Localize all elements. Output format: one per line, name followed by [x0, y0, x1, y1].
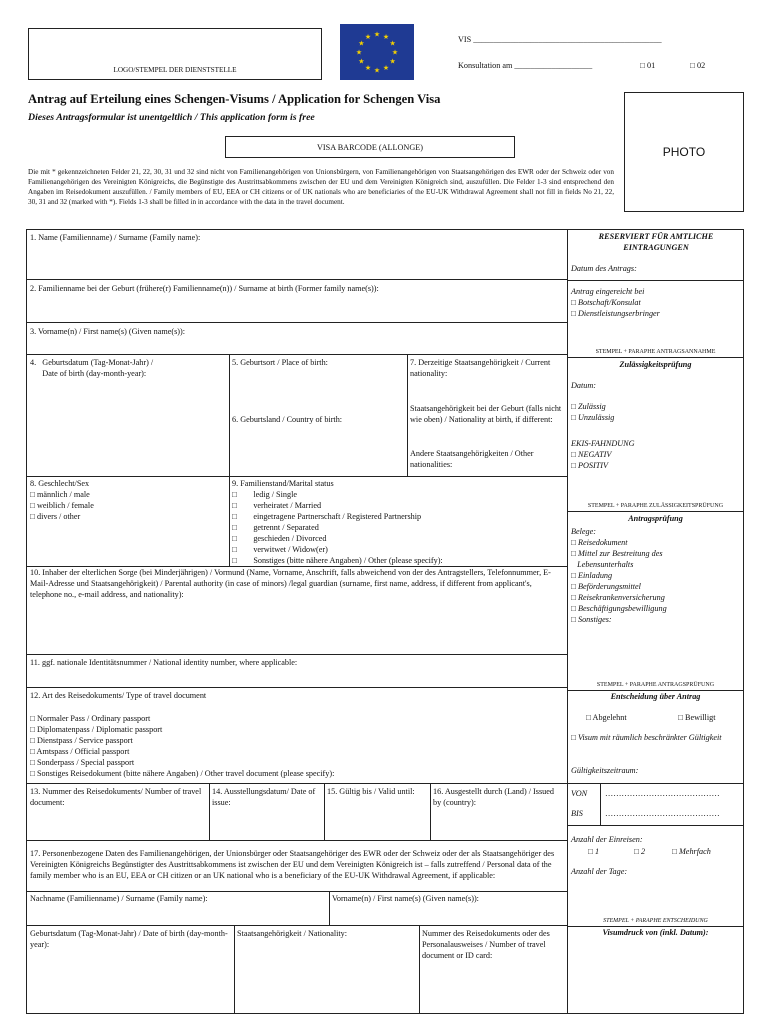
admissible-checkbox[interactable]: □ Zulässig — [571, 402, 606, 411]
form-subtitle: Dieses Antragsformular ist unentgeltlich / This application form is free — [28, 112, 315, 123]
belege-means-cont: Lebensunterhalts — [571, 560, 634, 569]
sex-other-checkbox[interactable]: □ divers / other — [30, 512, 81, 521]
validity-period-label: Gültigkeitszeitraum: — [571, 766, 639, 775]
belege-travel-document-checkbox[interactable]: □ Reisedokument — [571, 538, 628, 547]
marital-married-checkbox[interactable]: □ verheiratet / Married — [232, 501, 322, 510]
field-15-valid-until[interactable]: 15. Gültig bis / Valid until: — [327, 787, 415, 796]
belege-label: Belege: — [571, 527, 596, 536]
field-16-issued-by[interactable]: 16. Ausgestellt durch (Land) / Issued by (country): — [433, 787, 554, 807]
entries-2-checkbox[interactable]: □ 2 — [634, 847, 646, 856]
belege-invitation-checkbox[interactable]: □ Einladung — [571, 571, 613, 580]
konsultation-line: Konsultation am ___________________ — [458, 61, 593, 70]
belege-transport-checkbox[interactable]: □ Beförderungsmittel — [571, 582, 641, 591]
submitted-provider-checkbox[interactable]: □ Dienstleistungserbringer — [571, 309, 660, 318]
field-14-date-of-issue[interactable]: 14. Ausstellungsdatum/ Date of issue: — [212, 787, 316, 807]
visa-print-by: Visumdruck von (inkl. Datum): — [602, 928, 709, 937]
eu-star-icon: ★ — [373, 30, 381, 39]
visa-barcode-box — [225, 136, 515, 158]
doc-official-passport-checkbox[interactable]: □ Amtspass / Official passport — [30, 747, 130, 756]
field-7-current-nationality[interactable]: 7. Derzeitige Staatsangehörigkeit / Current nationality: — [410, 358, 551, 378]
validity-to-label: BIS — [571, 809, 583, 818]
admissibility-date: Datum: — [571, 381, 597, 390]
belege-employment-checkbox[interactable]: □ Beschäftigungsbewilligung — [571, 604, 667, 613]
belege-insurance-checkbox[interactable]: □ Reisekrankenversicherung — [571, 593, 665, 602]
marital-single-checkbox[interactable]: □ ledig / Single — [232, 490, 297, 499]
stamp-review: STEMPEL + PARAPHE ANTRAGSPRÜFUNG — [596, 682, 715, 688]
field-17-first-names[interactable]: Vorname(n) / First name(s) (Given name(s)): — [332, 894, 479, 903]
decision-lta-checkbox[interactable]: □ Visum mit räumlich beschränkter Gültigkeit — [571, 733, 722, 742]
doc-other-checkbox[interactable]: □ Sonstiges Reisedokument (bitte nähere Angaben) / Other travel document (please specify): — [30, 769, 335, 778]
form-title: Antrag auf Erteilung eines Schengen-Visums / Application for Schengen Visa — [28, 92, 441, 106]
field-17-family-member: 17. Personenbezogene Daten des Familienangehörigen, der Unionsbürger oder Staatsangehöriger des EWR oder der Schweiz oder der als Staatsangehöriger des Vereinigten Königreichs Begünstigter des Austrittsabkommens ist zwischen der EU und dem Vereinigten Königreich ist – falls zutreffend / Personal data of the family member who is an EU, EEA or CH citizen or an UK national who is a beneficiary of the EU-UK Withdrawal Agreement, if applicable: — [30, 849, 555, 880]
field-1-surname[interactable]: 1. Name (Familienname) / Surname (Family name): — [30, 233, 201, 242]
field-7-nationality-at-birth[interactable]: Staatsangehörigkeit bei der Geburt (falls nicht wie oben) / Nationality at birth, if different: — [410, 404, 562, 424]
field-13-doc-number[interactable]: 13. Nummer des Reisedokuments/ Number of travel document: — [30, 787, 202, 807]
entries-multiple-checkbox[interactable]: □ Mehrfach — [672, 847, 711, 856]
official-heading: RESERVIERT FÜR AMTLICHE EINTRAGUNGEN — [598, 232, 714, 252]
sex-female-checkbox[interactable]: □ weiblich / female — [30, 501, 94, 510]
validity-to-field[interactable]: …………………………………… — [605, 809, 720, 818]
submitted-embassy-checkbox[interactable]: □ Botschaft/Konsulat — [571, 298, 641, 307]
field-17-nationality[interactable]: Staatsangehörigkeit / Nationality: — [237, 929, 348, 938]
ekis-positive-checkbox[interactable]: □ POSITIV — [571, 461, 609, 470]
field-17-travel-doc-number[interactable]: Nummer des Reisedokuments oder des Personalausweises / Number of travel document or ID card: — [422, 929, 550, 960]
logo-label: LOGO/STEMPEL DER DIENSTSTELLE — [113, 66, 237, 74]
field-9-title: 9. Familienstand/Marital status — [232, 479, 334, 488]
field-5-place-of-birth[interactable]: 5. Geburtsort / Place of birth: — [232, 358, 328, 367]
eu-star-icon: ★ — [391, 48, 399, 57]
marital-partnership-checkbox[interactable]: □ eingetragene Partnerschaft / Registered Partnership — [232, 512, 422, 521]
marital-divorced-checkbox[interactable]: □ geschieden / Divorced — [232, 534, 327, 543]
vis-line: VIS ______________________________________________ — [458, 35, 662, 44]
eu-star-icon: ★ — [364, 64, 372, 73]
validity-from-field[interactable]: …………………………………… — [605, 789, 720, 798]
field-12-title: 12. Art des Reisedokuments/ Type of travel document — [30, 691, 207, 700]
eu-star-icon: ★ — [389, 57, 396, 66]
number-of-days-label: Anzahl der Tage: — [571, 867, 628, 876]
marital-widowed-checkbox[interactable]: □ verwitwet / Widow(er) — [232, 545, 328, 554]
stamp-decision: STEMPEL + PARAPHE ENTSCHEIDUNG — [603, 918, 708, 924]
marital-other-checkbox[interactable]: □ Sonstiges (bitte nähere Angaben) / Other (please specify): — [232, 556, 443, 565]
konsultation-01-checkbox[interactable]: □ 01 — [640, 61, 656, 70]
decision-approved-checkbox[interactable]: □ Bewilligt — [678, 713, 716, 722]
field-10-parental-authority[interactable]: 10. Inhaber der elterlichen Sorge (bei Minderjährigen) / Vormund (Name, Vorname, Anschrift, falls abweichend von der des Antragstellers, Telefonnummer, E-Mail-Adresse und Staatsangehörigkeit) / Parental authority (in case of minors) /legal guardian (surname, first name, address, if different from applicant's, telephone no., e-mail address, and nationality): — [30, 568, 551, 599]
field-9-marital-status — [232, 478, 443, 566]
eu-flag-graphic — [340, 24, 414, 80]
marital-separated-checkbox[interactable]: □ getrennt / Separated — [232, 523, 319, 532]
eu-star-icon: ★ — [373, 66, 381, 75]
field-11-national-id[interactable]: 11. ggf. nationale Identitätsnummer / National identity number, where applicable: — [30, 658, 298, 667]
konsultation-02-checkbox[interactable]: □ 02 — [690, 61, 706, 70]
official-submitted-at — [571, 286, 660, 319]
doc-ordinary-passport-checkbox[interactable]: □ Normaler Pass / Ordinary passport — [30, 714, 151, 723]
stamp-acceptance: STEMPEL + PARAPHE ANTRAGSANNAHME — [595, 349, 716, 355]
photo-box[interactable] — [624, 92, 744, 212]
admissibility-title: Zulässigkeitsprüfung — [619, 360, 692, 369]
field-7-other-nationalities[interactable]: Andere Staatsangehörigkeiten / Other nationalities: — [410, 449, 534, 469]
belege-other-checkbox[interactable]: □ Sonstiges: — [571, 615, 612, 624]
field-17-surname[interactable]: Nachname (Familienname) / Surname (Family name): — [30, 894, 208, 903]
doc-special-passport-checkbox[interactable]: □ Sonderpass / Special passport — [30, 758, 135, 767]
field-2-surname-at-birth[interactable]: 2. Familienname bei der Geburt (frühere(r) Familienname(n)) / Surname at birth (Former family name(s)): — [30, 284, 379, 293]
eu-flag — [340, 24, 414, 80]
eu-star-icon: ★ — [364, 32, 372, 41]
eu-star-icon: ★ — [358, 39, 365, 48]
supporting-documents — [571, 526, 667, 625]
eu-star-icon: ★ — [358, 57, 365, 66]
sex-male-checkbox[interactable]: □ männlich / male — [30, 490, 90, 499]
number-of-entries-label: Anzahl der Einreisen: — [571, 835, 643, 844]
submitted-at-label: Antrag eingereicht bei — [571, 287, 645, 296]
admissibility-options — [571, 401, 614, 423]
doc-diplomatic-passport-checkbox[interactable]: □ Diplomatenpass / Diplomatic passport — [30, 725, 163, 734]
inadmissible-checkbox[interactable]: □ Unzulässig — [571, 413, 615, 422]
ekis-negative-checkbox[interactable]: □ NEGATIV — [571, 450, 612, 459]
field-17-date-of-birth[interactable]: Geburtsdatum (Tag-Monat-Jahr) / Date of birth (day-month-year): — [30, 929, 228, 949]
eu-star-icon: ★ — [389, 39, 396, 48]
photo-label: PHOTO — [662, 145, 706, 159]
ekis-label: EKIS-FAHNDUNG — [571, 439, 635, 448]
field-12-travel-document-type — [30, 713, 334, 779]
ekis-search — [571, 438, 635, 471]
decision-rejected-checkbox[interactable]: □ Abgelehnt — [586, 713, 627, 722]
doc-service-passport-checkbox[interactable]: □ Dienstpass / Service passport — [30, 736, 133, 745]
intro-notice: Die mit * gekennzeichneten Felder 21, 22, 30, 31 und 32 sind nicht von Familienangehörigen von Unionsbürgern, von Familienangehörigen von Staatsangehörigen des EWR oder der Schweiz oder von Familienangehörigen des Vereinigten Königreichs, die Begünstigte des Austrittsabkommens zwischen der EU und dem Vereinigten Königreich sind, auszufüllen. Die Felder 1-3 sind entsprechend den Angaben im Reisedokument auszufüllen. / Family members of EU, EEA or CH citizens or of UK nationals who are beneficiaries of the EU-UK Withdrawal Agreement shall not fill in fields No 21, 22, 30, 31 and 32 (marked with *). Fields 1-3 shall be filled in in accordance with the data in the travel document. — [28, 168, 614, 206]
field-8-title: 8. Geschlecht/Sex — [30, 479, 90, 488]
validity-from-label: VON — [571, 789, 588, 798]
visa-barcode-label: VISA BARCODE (ALLONGE) — [317, 143, 423, 152]
entries-1-checkbox[interactable]: □ 1 — [588, 847, 600, 856]
stamp-admissibility: STEMPEL + PARAPHE ZULÄSSIGKEITSPRÜFUNG — [587, 503, 724, 509]
eu-star-icon: ★ — [382, 32, 390, 41]
application-review-title: Antragsprüfung — [628, 514, 683, 523]
logo-stamp-box — [28, 28, 322, 80]
eu-star-icon: ★ — [382, 64, 390, 73]
decision-title: Entscheidung über Antrag — [610, 692, 701, 701]
eu-star-icon: ★ — [355, 48, 363, 57]
belege-means-checkbox[interactable]: □ Mittel zur Bestreitung des — [571, 549, 663, 558]
field-6-country-of-birth[interactable]: 6. Geburtsland / Country of birth: — [232, 415, 343, 424]
field-4-date-of-birth[interactable]: 4. Geburtsdatum (Tag-Monat-Jahr) / Date of birth (day-month-year): — [30, 358, 154, 378]
field-8-sex — [30, 478, 94, 522]
official-date-of-application: Datum des Antrags: — [571, 264, 637, 273]
field-3-first-names[interactable]: 3. Vorname(n) / First name(s) (Given name(s)): — [30, 327, 185, 336]
